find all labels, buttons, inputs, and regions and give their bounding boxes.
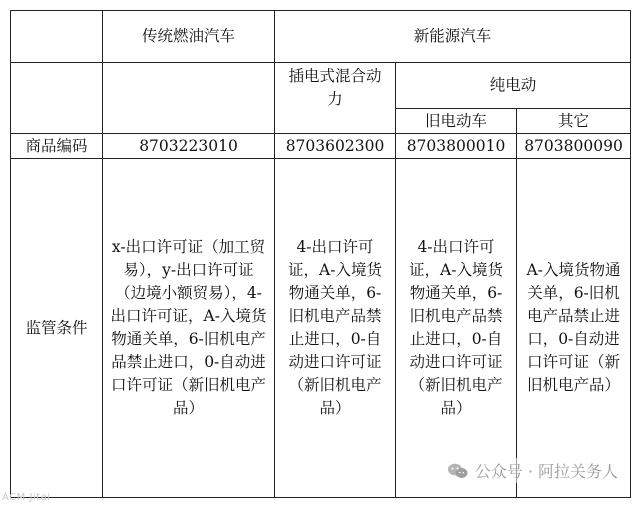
code-value: 8703800090: [517, 134, 631, 159]
supervision-value: A-入境货物通关单，6-旧机电产品禁止进口，0-自动进口许可证（新旧机电产品）: [517, 159, 631, 498]
watermark-text: 公众号 · 阿拉关务人: [474, 462, 618, 481]
code-value: 8703800010: [396, 134, 517, 159]
supervision-value: x-出口许可证（加工贸易），y-出口许可证（边境小额贸易），4-出口许可证，A-入境货物通关单，6-旧机电产品禁止进口，0-自动进口许可证（新旧机电产品）: [103, 159, 275, 498]
customs-table: [10, 10, 631, 498]
blank-cell: [11, 63, 103, 134]
header-phev: 插电式混合动力: [275, 63, 396, 134]
header-others: 其它: [517, 109, 631, 134]
corner-cell: [11, 11, 103, 63]
code-value: 8703223010: [103, 134, 275, 159]
corner-watermark: ACM Jitai: [2, 492, 51, 503]
header-traditional: 传统燃油汽车: [103, 11, 275, 63]
header-bev: 纯电动: [396, 63, 631, 109]
code-value: 8703602300: [275, 134, 396, 159]
header-new-energy: 新能源汽车: [275, 11, 631, 63]
supervision-label: 监管条件: [11, 159, 103, 498]
watermark: [443, 458, 622, 483]
header-used-ev: 旧电动车: [396, 109, 517, 134]
blank-cell: [103, 63, 275, 134]
wechat-icon: [447, 462, 469, 480]
supervision-value: 4-出口许可证，A-入境货物通关单，6-旧机电产品禁止进口，0-自动进口许可证（新旧机电产品）: [275, 159, 396, 498]
supervision-value: 4-出口许可证，A-入境货物通关单，6-旧机电产品禁止进口，0-自动进口许可证（新旧机电产品）: [396, 159, 517, 498]
code-label: 商品编码: [11, 134, 103, 159]
